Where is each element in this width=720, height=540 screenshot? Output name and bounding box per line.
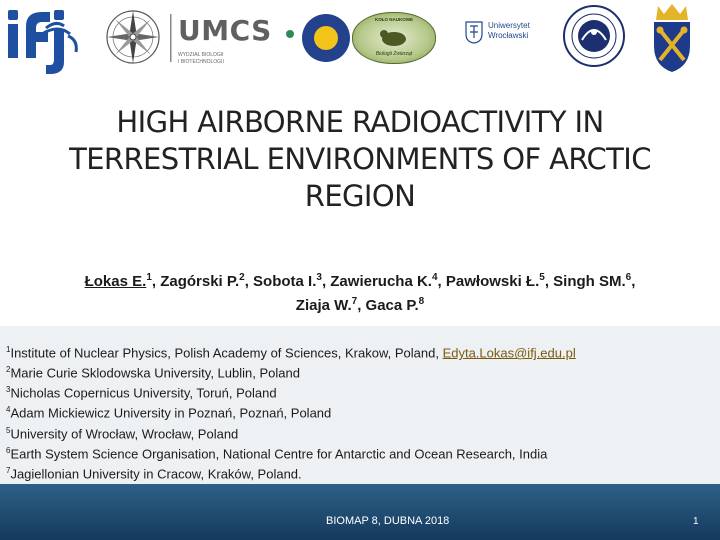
author-sup-1: 1 [146, 272, 152, 283]
author-line-1-tail: , [631, 273, 636, 290]
author-name-6: , Singh SM. [544, 273, 626, 290]
affiliation-text: Marie Curie Sklodowska University, Lublin, Poland [10, 365, 300, 381]
affiliation-2 [6, 362, 716, 382]
wroclaw-line1: Uniwersytet [488, 21, 530, 30]
ifj-logo [6, 4, 88, 76]
affiliation-text: Jagiellonian University in Cracow, Kraków, Poland. [10, 466, 302, 482]
author-sup-8: 8 [418, 296, 425, 307]
title-line-1: HIGH AIRBORNE RADIOACTIVITY IN [116, 105, 604, 139]
affiliation-number: 5 [6, 425, 11, 435]
affiliation-4 [6, 402, 716, 422]
umcs-subtitle-line1: WYDZIAŁ BIOLOGII [178, 52, 224, 58]
academic-seal-logo [552, 4, 636, 68]
affiliation-6 [6, 443, 716, 463]
footer-bar [0, 484, 720, 540]
affiliation-text: University of Wrocław, Wrocław, Poland [10, 425, 239, 441]
author-sup-7: 7 [351, 296, 358, 307]
affiliation-text: Earth System Science Organisation, National Centre for Antarctic and Ocean Research, India [10, 445, 548, 461]
affiliation-7 [6, 463, 716, 483]
title-line-3: REGION [304, 179, 416, 213]
author-name-3: , Sobota I. [244, 273, 317, 290]
affiliation-number: 6 [6, 445, 11, 455]
animal-icon [378, 26, 410, 48]
wroclaw-university-logo [464, 18, 546, 50]
author-line-2 [20, 292, 700, 316]
author-sup-3: 3 [316, 272, 322, 283]
author-list [20, 268, 700, 316]
affiliation-number: 7 [6, 465, 11, 475]
affiliation-3 [6, 382, 716, 402]
author-sup-5: 5 [539, 272, 545, 283]
coat-of-arms-logo [648, 2, 696, 74]
author-sup-6: 6 [625, 272, 632, 283]
university-crest-icon [464, 20, 484, 44]
author-sup-2: 2 [239, 272, 245, 283]
affiliation-text: Institute of Nuclear Physics, Polish Academy of Sciences, Krakow, Poland, [10, 345, 443, 361]
biology-club-top-text: KOŁO NAUKOWE [375, 17, 413, 22]
author-name-8: , Gaca P. [357, 297, 419, 314]
affiliation-text: Adam Mickiewicz University in Poznań, Poznań, Poland [10, 405, 332, 421]
compass-rose-logo [104, 8, 162, 66]
affiliation-number: 1 [6, 345, 11, 354]
author-sup-4: 4 [431, 272, 438, 283]
author-name-4: , Zawierucha K. [321, 273, 432, 290]
affiliation-number: 4 [6, 405, 11, 415]
affiliation-5 [6, 423, 716, 443]
author-name-7: Ziaja W. [295, 297, 352, 314]
title-line-2: TERRESTRIAL ENVIRONMENTS OF ARCTIC [69, 142, 651, 176]
author-name-5: , Pawłowski Ł. [437, 273, 540, 290]
author-line-1 [20, 268, 700, 292]
affiliation-text: Nicholas Copernicus University, Toruń, Poland [10, 385, 277, 401]
affiliation-number: 3 [6, 385, 11, 395]
presentation-title [20, 104, 700, 215]
logo-bar [0, 0, 720, 82]
umcs-logo [168, 6, 280, 68]
footer-event: BIOMAP 8, DUBNA 2018 [326, 515, 450, 527]
affiliations-list [6, 342, 716, 503]
wroclaw-line2: Wrocławski [488, 31, 529, 40]
umcs-subtitle-line2: I BIOTECHNOLOGII [178, 59, 224, 65]
affiliation-1 [6, 342, 716, 362]
author-name-2: , Zagórski P. [151, 273, 240, 290]
author-name-1: Łokas E. [84, 273, 147, 290]
page-number: 1 [693, 516, 699, 527]
affiliation-number: 2 [6, 365, 11, 375]
biology-club-logo [352, 12, 436, 64]
biology-club-bottom-text: Biologii Zwierząt [375, 51, 413, 57]
umcs-name: UMCS [178, 14, 272, 47]
email-link[interactable]: Edyta.Lokas@ifj.edu.pl [442, 345, 576, 361]
dots-logo [284, 4, 352, 74]
